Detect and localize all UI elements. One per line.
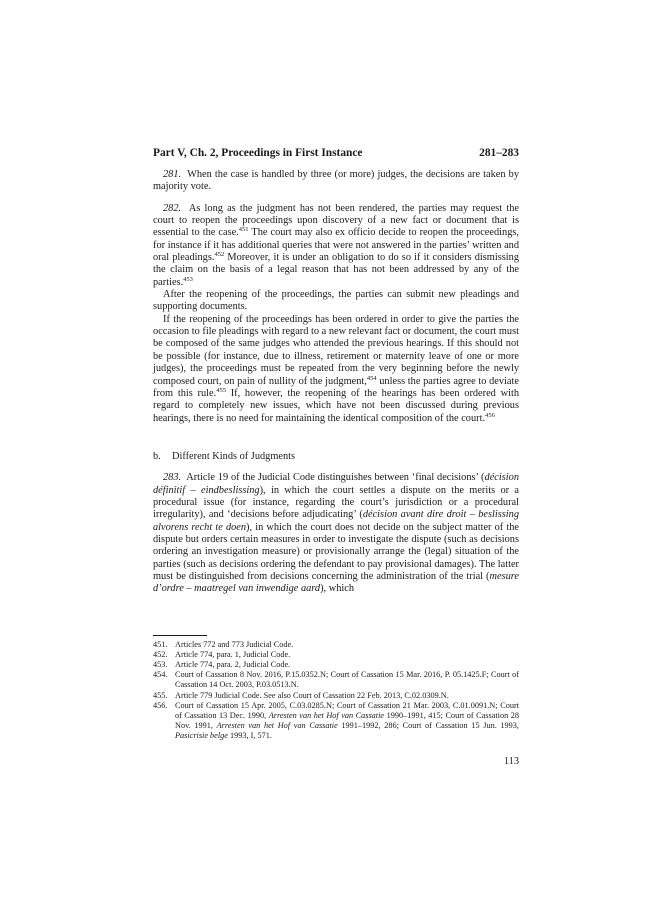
paragraph-text: ), in which the court does not decide on the subject matter of the dispute but orders certain measures in order to investigate the dispute (such as decisions ordering an investigation measure) or provisionally arrange the (legal) situation of the parties (such as decisions ordering the defendant to pay provisional damages). The latter must be distinguished from decisions concerning the administration of the trial ( bbox=[153, 521, 519, 582]
footnote-ref-451[interactable]: 451 bbox=[238, 226, 249, 234]
footnote-456 bbox=[153, 701, 519, 742]
section-title: Different Kinds of Judgments bbox=[172, 450, 296, 462]
footnote-454 bbox=[153, 670, 519, 690]
footnote-ref-456[interactable]: 456 bbox=[485, 411, 495, 419]
footnote-text-part: 1990–1991, 415; Court of Cassation 28 Nov. 1991, bbox=[175, 711, 519, 731]
footnote-number: 455. bbox=[153, 690, 168, 700]
paragraph-text: If, however, the reopening of the hearings has been ordered with regard to completely new issues, which have not been discussed during previous hearings, there is no need for maintaining the identical composition of the court. bbox=[153, 387, 519, 424]
reporter-title: Pasicrisie belge bbox=[175, 731, 228, 741]
footnote-text: Articles 772 and 773 Judicial Code. bbox=[175, 639, 294, 649]
paragraph-text: ), in which the court settles a dispute on the merits or a procedural issue (for instance, regarding the court’s jurisdiction or a procedural irregularity), and ‘decisions before adjudicating’ ( bbox=[153, 484, 519, 521]
footnote-text-part: 1991–1992, 286; Court of Cassation 15 Jun. 1993, bbox=[337, 721, 519, 731]
paragraph-282-continued: After the reopening of the proceedings, the parties can submit new pleadings and supporting documents. bbox=[153, 289, 519, 313]
paragraph-text: As long as the judgment has not been rendered, the parties may request the court to reopen the proceedings upon discovery of a new fact or document that is essential to the case. bbox=[153, 202, 519, 239]
footnote-text: Article 774, para. 2, Judicial Code. bbox=[175, 660, 291, 670]
paragraph-text: unless the parties agree to deviate from this rule. bbox=[153, 375, 519, 399]
paragraph-text: ), which bbox=[320, 583, 355, 595]
page-number: 113 bbox=[503, 755, 519, 767]
footnote-number: 451. bbox=[153, 639, 168, 649]
footnote-ref-452[interactable]: 452 bbox=[214, 251, 225, 259]
footnote-ref-454[interactable]: 454 bbox=[366, 374, 377, 382]
paragraph-text: Article 19 of the Judicial Code distinguishes between ‘final decisions’ ( bbox=[186, 472, 485, 484]
footnote-text: Article 774, para. 1, Judicial Code. bbox=[175, 649, 291, 659]
paragraph-281 bbox=[153, 169, 519, 194]
running-head-paragraph-range: 281–283 bbox=[479, 147, 519, 159]
body-text bbox=[153, 169, 519, 596]
french-dutch-term: mesure d’ordre – maatregel van inwendige aard bbox=[153, 570, 519, 595]
section-heading bbox=[153, 451, 519, 463]
footnote-text bbox=[175, 701, 519, 742]
footnote-455 bbox=[153, 691, 519, 701]
paragraph-number: 282. bbox=[163, 202, 182, 214]
paragraph-283 bbox=[153, 472, 519, 595]
reporter-title: Arresten van het Hof van Cassatie bbox=[216, 721, 338, 731]
section-letter: b. bbox=[153, 450, 161, 462]
footnote-text-part: Court of Cassation 15 Apr. 2005, C.03.0285.N; Court of Cassation 21 Mar. 2003, C.01.0091.N; Court of Cassation 13 Dec. 1990, bbox=[175, 700, 519, 721]
paragraph-text: If the reopening of the proceedings has been ordered in order to give the parties the occasion to file pleadings with regard to a new relevant fact or document, the court must be composed of the same judges who attended the previous hearings. If this should not be possible (for instance, due to illness, retirement or maternity leave of one or more judges), the proceedings must be repeated from the very beginning before the newly composed court, on pain of nullity of the judgment, bbox=[153, 313, 519, 387]
french-dutch-term: décision définitif – eindbeslissing bbox=[153, 472, 519, 496]
footnote-number: 453. bbox=[153, 660, 168, 670]
footnote-text-part: 1993, I, 571. bbox=[227, 731, 272, 741]
paragraph-number: 283. bbox=[163, 472, 182, 484]
paragraph-282-reopening bbox=[153, 314, 519, 425]
footnote-453 bbox=[153, 660, 519, 670]
french-dutch-term: décision avant dire droit – beslissing alvorens recht te doen bbox=[153, 509, 519, 533]
running-head bbox=[153, 146, 519, 160]
running-head-title: Part V, Ch. 2, Proceedings in First Instance bbox=[153, 147, 363, 159]
reporter-title: Arresten van het Hof van Cassatie bbox=[268, 711, 385, 721]
page bbox=[153, 146, 519, 767]
paragraph-text: Moreover, it is under an obligation to do so if it considers dismissing the claim on the basis of a legal reason that has not been addressed by any of the parties. bbox=[153, 252, 519, 288]
footnote-divider bbox=[153, 635, 207, 636]
footnote-ref-453[interactable]: 453 bbox=[183, 275, 193, 283]
footnote-text: Article 779 Judicial Code. See also Court of Cassation 22 Feb. 2013, C.02.0309.N. bbox=[175, 690, 449, 700]
footnote-number: 454. bbox=[153, 670, 168, 680]
paragraph-282 bbox=[153, 203, 519, 289]
footnote-451 bbox=[153, 640, 519, 650]
footnote-452 bbox=[153, 650, 519, 660]
paragraph-text: When the case is handled by three (or more) judges, the decisions are taken by majority vote. bbox=[153, 169, 519, 193]
paragraph-text: The court may also ex officio decide to reopen the proceedings, for instance if it has additional queries that were not answered in the parties’ written and oral pleadings. bbox=[153, 227, 519, 264]
footnote-text: Court of Cassation 8 Nov. 2016, P.15.0352.N; Court of Cassation 15 Mar. 2016, P. 05.1425.F; Court of Cassation 14 Oct. 2003, P.03.0513.N. bbox=[175, 670, 519, 690]
footnote-number: 452. bbox=[153, 649, 168, 659]
footnote-ref-455[interactable]: 455 bbox=[216, 386, 226, 394]
footnote-number: 456. bbox=[153, 700, 168, 710]
paragraph-number: 281. bbox=[163, 169, 182, 180]
footnotes bbox=[153, 640, 519, 742]
